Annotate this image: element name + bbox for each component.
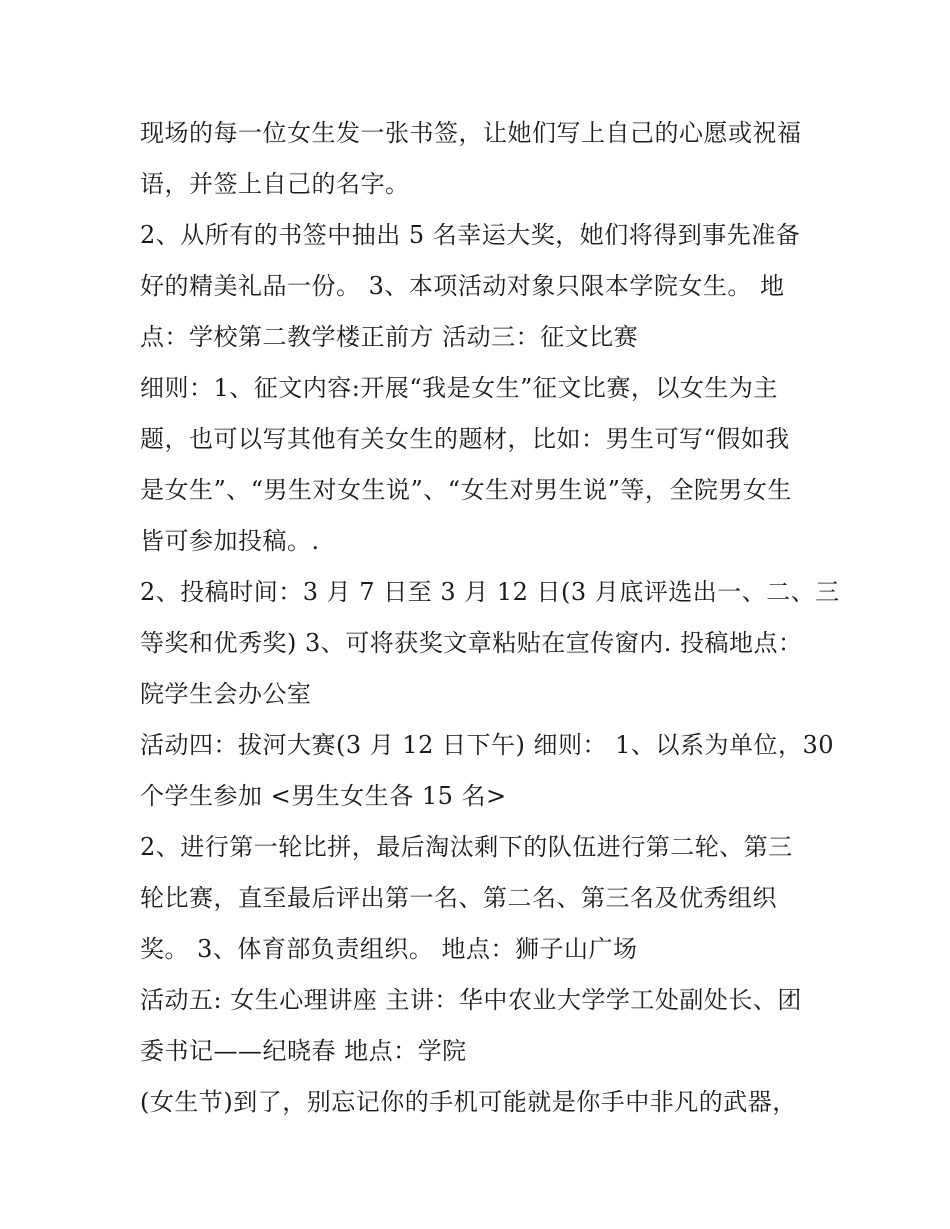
- text-line: 2、进行第一轮比拼，最后淘汰剩下的队伍进行第二轮、第三: [140, 833, 793, 861]
- text-line: (女生节)到了，别忘记你的手机可能就是你手中非凡的武器，: [140, 1088, 797, 1116]
- document-body: [140, 108, 840, 1128]
- text-line: 2、投稿时间：3 月 7 日至 3 月 12 日(3 月底评选出一、二、三: [140, 578, 840, 606]
- text-line: 个学生参加 <男生女生各 15 名>: [140, 782, 507, 810]
- text-line: 委书记——纪晓春 地点：学院: [140, 1037, 467, 1065]
- text-line: 好的精美礼品一份。 3、本项活动对象只限本学院女生。 地: [140, 272, 785, 300]
- text-line: 题，也可以写其他有关女生的题材，比如：男生可写“假如我: [140, 425, 790, 453]
- text-line: 活动五: 女生心理讲座 主讲：华中农业大学学工处副处长、团: [140, 986, 802, 1014]
- text-line: 2、从所有的书签中抽出 5 名幸运大奖，她们将得到事先准备: [140, 221, 801, 249]
- text-line: 院学生会办公室: [140, 680, 312, 708]
- text-line: 轮比赛，直至最后评出第一名、第二名、第三名及优秀组织: [140, 884, 777, 912]
- text-line: 语，并签上自己的名字。: [140, 170, 410, 198]
- text-line: 细则：1、征文内容:开展“我是女生”征文比赛，以女生为主: [140, 374, 778, 402]
- text-line: 点：学校第二教学楼正前方 活动三：征文比赛: [140, 323, 639, 351]
- text-line: 是女生”、“男生对女生说”、“女生对男生说”等，全院男女生: [140, 476, 792, 504]
- text-line: 皆可参加投稿。.: [140, 527, 320, 555]
- text-line: 活动四：拔河大赛(3 月 12 日下午) 细则： 1、以系为单位，30: [140, 731, 834, 759]
- text-line: 现场的每一位女生发一张书签，让她们写上自己的心愿或祝福: [140, 119, 802, 147]
- text-line: 奖。 3、体育部负责组织。 地点：狮子山广场: [140, 935, 638, 963]
- text-line: 等奖和优秀奖) 3、可将获奖文章粘贴在宣传窗内. 投稿地点：: [140, 629, 803, 657]
